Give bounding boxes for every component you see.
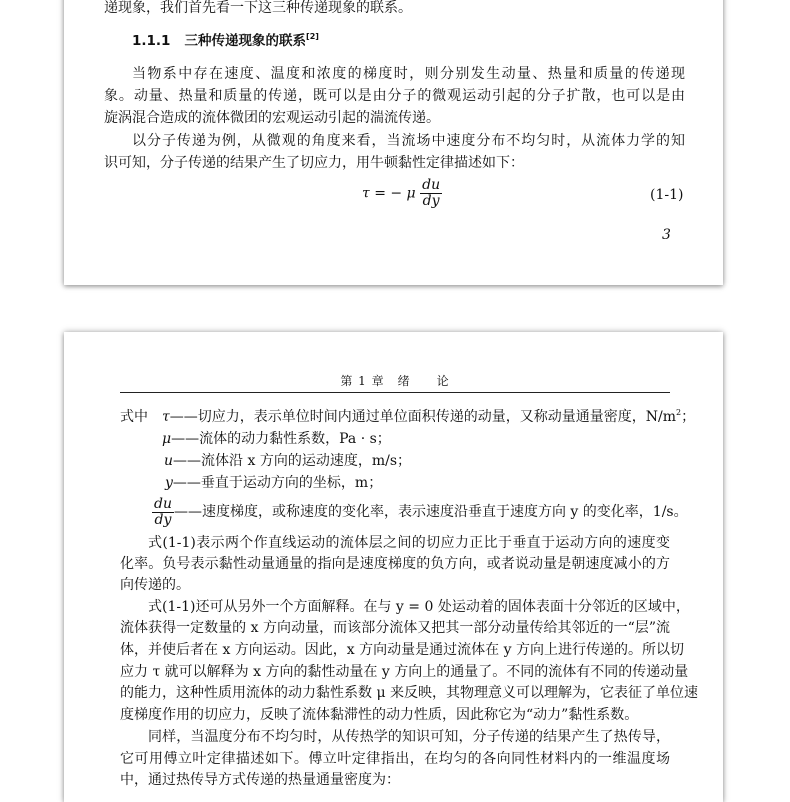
def-label: 式中 bbox=[120, 409, 148, 425]
equation-1-1 bbox=[362, 178, 442, 209]
fraction-denominator: dy bbox=[154, 511, 172, 528]
def-u bbox=[164, 451, 411, 471]
symbol-mu: μ bbox=[162, 431, 172, 447]
def-y-text: ——垂直于运动方向的坐标，m； bbox=[172, 475, 383, 491]
paragraph-line: 式(1-1)表示两个作直线运动的流体层之间的切应力正比于垂直于运动方向的速度变 bbox=[148, 535, 670, 551]
document-page-2 bbox=[64, 332, 723, 802]
def-du-dy bbox=[152, 495, 688, 529]
equation-number: (1-1) bbox=[650, 187, 684, 203]
running-head: 第 1 章 绪 论 bbox=[340, 374, 450, 388]
paragraph-line: 识可知，分子传递的结果产生了切应力，用牛顿黏性定律描述如下： bbox=[104, 155, 524, 171]
def-tau bbox=[162, 407, 695, 427]
def-tau-text: ——切应力，表示单位时间内通过单位面积传递的动量，又称动量通量密度，N/m bbox=[169, 409, 676, 425]
paragraph-line: 中，通过热传导方式传递的热量通量密度为： bbox=[120, 772, 400, 788]
paragraph-line: 递现象，我们首先看一下这三种传递现象的联系。 bbox=[104, 0, 412, 16]
symbol-y: y bbox=[165, 475, 173, 491]
fraction-numerator: du bbox=[422, 177, 441, 193]
paragraph-line: 式(1-1)还可从另外一个方面解释。在与 y = 0 处运动着的固体表面十分邻近的区域中， bbox=[148, 599, 690, 615]
def-tau-end: ； bbox=[681, 409, 696, 425]
section-heading bbox=[132, 31, 319, 51]
paragraph-line: 化率。负号表示黏性动量通量的指向是速度梯度的负方向，或者说动量是朝速度减小的方 bbox=[120, 556, 670, 572]
section-title: 三种传递现象的联系 bbox=[184, 33, 307, 49]
citation-ref: [2] bbox=[306, 32, 319, 41]
paragraph-line: 向传递的。 bbox=[120, 577, 190, 593]
paragraph-line: 它可用傅立叶定律描述如下。傅立叶定律指出，在均匀的各向同性材料内的一维温度场 bbox=[120, 751, 670, 767]
paragraph-line: 同样，当温度分布不均匀时，从传热学的知识可知，分子传递的结果产生了热传导， bbox=[148, 729, 670, 745]
paragraph-line: 度梯度作用的切应力，反映了流体黏滞性的动力性质，因此称它为“动力”黏性系数。 bbox=[120, 707, 639, 723]
def-mu-text: ——流体的动力黏性系数，Pa · s； bbox=[171, 431, 391, 447]
symbol-du-dy bbox=[152, 497, 174, 528]
paragraph-line: 旋涡混合造成的流体微团的宏观运动引起的湍流传递。 bbox=[104, 110, 440, 126]
fraction-denominator: dy bbox=[422, 193, 440, 209]
paragraph-line: 的能力，这种性质用流体的动力黏性系数 μ 来反映，其物理意义可以理解为，它表征了单位速 bbox=[120, 685, 698, 701]
paragraph-line: 当物系中存在速度、温度和浓度的梯度时，则分别发生动量、热量和质量的传递现 bbox=[132, 66, 685, 82]
fraction-numerator: du bbox=[154, 495, 172, 512]
paragraph-line: 以分子传递为例，从微观的角度来看，当流场中速度分布不均匀时，从流体力学的知 bbox=[132, 133, 685, 149]
section-number: 1.1.1 bbox=[132, 33, 171, 49]
def-u-text: ——流体沿 x 方向的运动速度，m/s； bbox=[173, 453, 412, 469]
paragraph-line: 流体获得一定数量的 x 方向动量，而该部分流体又把其一部分动量传给其邻近的一“层”流 bbox=[120, 620, 670, 636]
symbol-u: u bbox=[164, 453, 174, 469]
paragraph-line: 象。动量、热量和质量的传递，既可以是由分子的微观运动引起的分子扩散，也可以是由 bbox=[104, 88, 685, 104]
document-page-1 bbox=[64, 0, 723, 285]
def-y bbox=[165, 473, 382, 493]
page-number: 3 bbox=[662, 227, 671, 243]
equation-fraction bbox=[420, 178, 442, 209]
equation-lhs: τ = − μ bbox=[362, 185, 416, 202]
paragraph-line: 体，并使后者在 x 方向运动。因此，x 方向动量是通过流体在 y 方向上进行传递的。所以切 bbox=[120, 642, 684, 658]
header-rule bbox=[120, 392, 670, 393]
def-du-dy-text: ——速度梯度，或称速度的变化率，表示速度沿垂直于速度方向 y 的变化率，1/s。 bbox=[173, 504, 688, 520]
paragraph-line: 应力 τ 就可以解释为 x 方向的黏性动量在 y 方向上的通量了。不同的流体有不同的传递动量 bbox=[120, 664, 689, 680]
def-tau-sup: 2 bbox=[676, 408, 682, 417]
symbol-tau: τ bbox=[162, 409, 170, 425]
def-mu bbox=[162, 429, 391, 449]
